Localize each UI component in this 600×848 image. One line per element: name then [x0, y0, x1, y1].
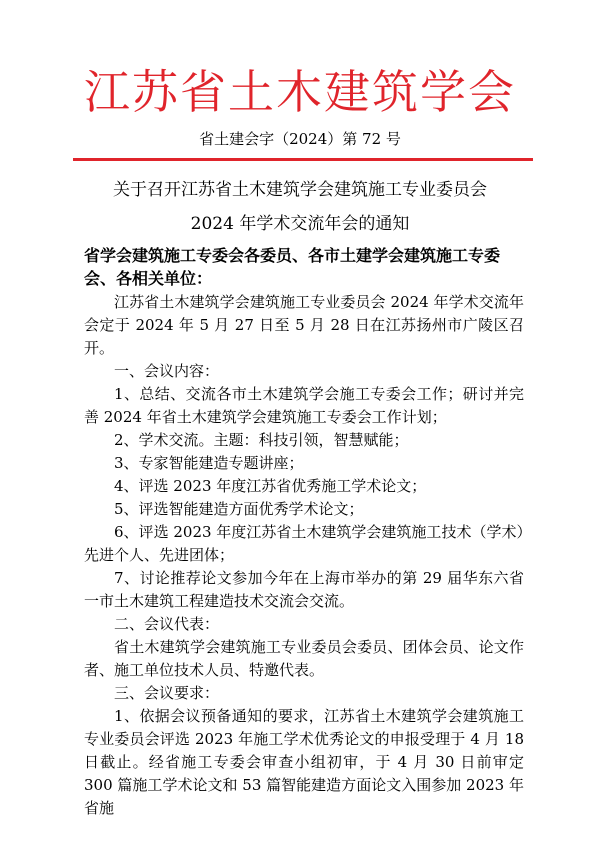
notice-body — [84, 291, 524, 820]
notice-title-line-1: 关于召开江苏省土木建筑学会建筑施工专业委员会 — [113, 180, 487, 200]
list-item: 4、评选 2023 年度江苏省优秀施工学术论文； — [114, 477, 427, 495]
section-heading-delegates: 二、会议代表： — [114, 615, 220, 633]
red-divider-line — [73, 158, 533, 161]
organization-title: 江苏省土木建筑学会 — [84, 65, 516, 119]
section-heading-requirements: 三、会议要求： — [114, 684, 220, 702]
document-number: 省土建会字（2024）第 72 号 — [199, 130, 401, 148]
section-heading-content: 一、会议内容： — [114, 362, 220, 380]
addressee: 省学会建筑施工专委会各委员、各市土建学会建筑施工专委会、各相关单位： — [84, 246, 501, 288]
paragraph-requirement-1: 1、依据会议预备通知的要求，江苏省土木建筑学会建筑施工专业委员会评选 2023 年施工学术优秀论文的申报受理于 4 月 18 日截止。经省施工专委会审查小组初审，于 4 月 30 日前审定 300 篇施工学术论文和 53 篇智能建造方面论文入围参加 2023 年省施 — [84, 707, 524, 817]
paragraph-delegates: 省土木建筑学会建筑施工专业委员会委员、团体会员、论文作者、施工单位技术人员、特邀代表。 — [84, 638, 524, 679]
list-item: 3、专家智能建造专题讲座； — [114, 454, 304, 472]
list-item: 1、总结、交流各市土木建筑学会施工专委会工作；研讨并完善 2024 年省土木建筑学会建筑施工专委会工作计划； — [84, 385, 524, 426]
paragraph-intro: 江苏省土木建筑学会建筑施工专业委员会 2024 年学术交流年会定于 2024 年 5 月 27 日至 5 月 28 日在江苏扬州市广陵区召开。 — [84, 293, 524, 357]
list-item: 6、评选 2023 年度江苏省土木建筑学会建筑施工技术（学术）先进个人、先进团体； — [84, 523, 524, 564]
list-item: 2、学术交流。主题：科技引领，智慧赋能； — [114, 431, 409, 449]
list-item: 5、评选智能建造方面优秀学术论文； — [114, 500, 364, 518]
list-item: 7、讨论推荐论文参加今年在上海市举办的第 29 届华东六省一市土木建筑工程建造技术交流会交流。 — [84, 569, 524, 610]
notice-title-line-2: 2024 年学术交流年会的通知 — [190, 214, 410, 234]
